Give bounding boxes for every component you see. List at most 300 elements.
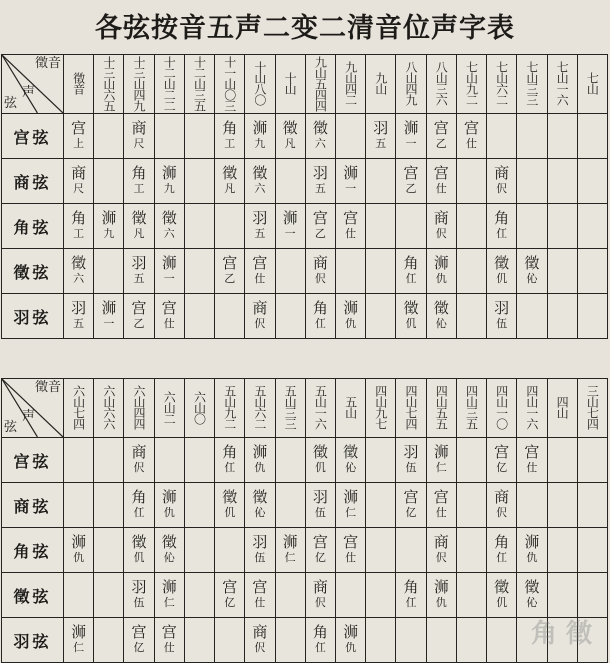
column-header [305, 379, 335, 438]
table-cell [366, 438, 396, 483]
note-name: 宫 [343, 533, 359, 551]
table-cell [275, 204, 305, 249]
column-header-text: 九山四二 [343, 61, 358, 105]
note-name: 浉 [252, 119, 268, 137]
note-char: 伬 [314, 596, 326, 609]
note-name: 浉 [161, 164, 177, 182]
watermark: 角 徵 [530, 619, 592, 649]
note-char: 仁 [435, 461, 447, 474]
table-cell [124, 114, 154, 159]
table-cell [366, 249, 396, 294]
corner-label-left: 弦 [4, 96, 18, 111]
note-char: 六 [254, 182, 266, 195]
table-cell [577, 438, 607, 483]
table-cell [426, 483, 456, 528]
note-name: 徵 [161, 209, 177, 227]
note-char: 仁 [345, 506, 357, 519]
note-name: 浉 [343, 164, 359, 182]
note-char: 仜 [224, 461, 236, 474]
note-char: 工 [133, 182, 145, 195]
note-char: 伈 [526, 272, 538, 285]
table-cell [184, 249, 214, 294]
table-row [2, 483, 608, 528]
table-cell [94, 573, 124, 618]
note-name: 徵 [222, 488, 238, 506]
note-name: 浉 [101, 299, 117, 317]
column-header-text: 七山九二 [464, 61, 479, 105]
note-char: 亿 [405, 506, 417, 519]
column-header [215, 379, 245, 438]
note-name: 羽 [71, 299, 87, 317]
note-name: 宫 [433, 488, 449, 506]
table-cell [124, 438, 154, 483]
table-row [2, 204, 608, 249]
table-row [2, 573, 608, 618]
note-char: 仉 [314, 461, 326, 474]
note-char: 伬 [133, 461, 145, 474]
column-header-text: 四山七四 [404, 385, 419, 429]
pitch-table-lower [1, 378, 608, 663]
table-cell [517, 438, 547, 483]
note-name: 宫 [131, 623, 147, 641]
note-char: 仇 [526, 551, 538, 564]
table-cell [215, 528, 245, 573]
note-char: 伬 [314, 272, 326, 285]
table-cell [396, 483, 426, 528]
table-cell [335, 573, 365, 618]
table-cell [305, 249, 335, 294]
corner-label-mid: 声 [22, 409, 36, 424]
note-char: 工 [224, 137, 236, 150]
note-char: 尺 [73, 182, 85, 195]
note-char: 五 [314, 182, 326, 195]
table-cell [456, 438, 486, 483]
note-char: 仉 [405, 317, 417, 330]
table-cell [215, 483, 245, 528]
table-cell [94, 249, 124, 294]
note-char: 仇 [435, 272, 447, 285]
table-cell [517, 114, 547, 159]
table-cell [94, 159, 124, 204]
row-label: 羽弦 [2, 294, 64, 339]
note-char: 乙 [314, 227, 326, 240]
note-name: 浉 [161, 254, 177, 272]
note-char: 仕 [465, 137, 477, 150]
column-header [487, 55, 517, 114]
column-header [245, 55, 275, 114]
note-name: 宫 [403, 164, 419, 182]
table-cell [547, 438, 577, 483]
note-name: 商 [494, 488, 510, 506]
column-header-text: 五山 [343, 396, 358, 418]
note-name: 羽 [131, 578, 147, 596]
note-char: 伬 [254, 641, 266, 654]
table-cell [184, 294, 214, 339]
note-name: 商 [312, 578, 328, 596]
table-cell [275, 573, 305, 618]
column-header [487, 379, 517, 438]
table-cell [305, 204, 335, 249]
note-name: 徵 [252, 164, 268, 182]
table-cell [305, 483, 335, 528]
table-cell [456, 204, 486, 249]
column-header-text: 七山 [585, 72, 600, 94]
note-char: 仉 [133, 551, 145, 564]
table-cell [456, 483, 486, 528]
table-cell [245, 249, 275, 294]
note-name: 徵 [252, 488, 268, 506]
table-cell [517, 204, 547, 249]
table-cell [487, 573, 517, 618]
pitch-table-upper [1, 54, 608, 339]
table-cell [547, 114, 577, 159]
note-char: 仉 [496, 272, 508, 285]
note-name: 宫 [403, 488, 419, 506]
note-char: 仇 [345, 317, 357, 330]
table-row [2, 294, 608, 339]
table-cell [396, 618, 426, 663]
table-cell [456, 114, 486, 159]
note-name: 徵 [524, 578, 540, 596]
table-cell [94, 483, 124, 528]
table-cell [94, 528, 124, 573]
note-char: 五 [254, 227, 266, 240]
table-cell [94, 438, 124, 483]
note-name: 浉 [433, 578, 449, 596]
note-name: 浉 [343, 488, 359, 506]
note-char: 仜 [496, 551, 508, 564]
column-header [517, 379, 547, 438]
note-char: 一 [345, 182, 357, 195]
column-header-text: 四山一六 [524, 385, 539, 429]
note-name: 羽 [312, 488, 328, 506]
table-cell [396, 438, 426, 483]
table-cell [245, 483, 275, 528]
table-row [2, 114, 608, 159]
table-cell [305, 294, 335, 339]
note-char: 亿 [496, 461, 508, 474]
note-char: 伍 [314, 506, 326, 519]
table-cell [577, 573, 607, 618]
column-header [366, 379, 396, 438]
column-header-text: 六山二 [162, 390, 177, 424]
note-name: 徵 [71, 254, 87, 272]
table-cell [124, 294, 154, 339]
column-header [275, 55, 305, 114]
note-name: 浉 [252, 443, 268, 461]
row-label: 徵弦 [2, 249, 64, 294]
note-char: 六 [73, 272, 85, 285]
note-char: 上 [73, 137, 85, 150]
table-cell [154, 249, 184, 294]
note-name: 徵 [161, 533, 177, 551]
table-cell [64, 438, 94, 483]
note-char: 仕 [345, 551, 357, 564]
table-row [2, 249, 608, 294]
note-char: 乙 [224, 272, 236, 285]
table-cell [245, 294, 275, 339]
table-cell [64, 294, 94, 339]
note-name: 徵 [282, 119, 298, 137]
table-cell [184, 618, 214, 663]
note-name: 角 [222, 119, 238, 137]
note-name: 宫 [131, 299, 147, 317]
note-char: 伈 [345, 461, 357, 474]
column-header-text: 十二山三五 [192, 55, 207, 111]
table-cell [577, 249, 607, 294]
note-char: 六 [163, 227, 175, 240]
note-char: 尺 [133, 137, 145, 150]
note-name: 角 [312, 623, 328, 641]
note-char: 仜 [314, 317, 326, 330]
note-char: 仕 [163, 317, 175, 330]
table-cell [154, 528, 184, 573]
table-cell [215, 294, 245, 339]
row-label: 角弦 [2, 204, 64, 249]
note-char: 凡 [133, 227, 145, 240]
table-cell [366, 618, 396, 663]
note-char: 伈 [254, 506, 266, 519]
note-char: 伍 [254, 551, 266, 564]
note-name: 宫 [161, 623, 177, 641]
note-name: 商 [131, 119, 147, 137]
table-cell [335, 438, 365, 483]
column-header [517, 55, 547, 114]
table-cell [245, 204, 275, 249]
table-cell [154, 573, 184, 618]
column-header [305, 55, 335, 114]
note-name: 宫 [312, 209, 328, 227]
table-cell [154, 438, 184, 483]
table-cell [426, 294, 456, 339]
note-char: 伬 [496, 506, 508, 519]
note-char: 仕 [254, 272, 266, 285]
table-cell [305, 114, 335, 159]
table-cell [305, 159, 335, 204]
note-name: 角 [222, 443, 238, 461]
note-name: 浉 [101, 209, 117, 227]
table-cell [184, 438, 214, 483]
table-cell [577, 159, 607, 204]
note-char: 仕 [345, 227, 357, 240]
column-header-text: 六山四四 [132, 385, 147, 429]
table-cell [64, 618, 94, 663]
table-cell [215, 573, 245, 618]
note-name: 徵 [403, 299, 419, 317]
note-name: 浉 [161, 488, 177, 506]
table-cell [154, 618, 184, 663]
row-label: 宫弦 [2, 114, 64, 159]
table-cell [124, 483, 154, 528]
row-label: 商弦 [2, 483, 64, 528]
column-header [245, 379, 275, 438]
column-header [215, 55, 245, 114]
column-header [426, 55, 456, 114]
table-cell [335, 483, 365, 528]
note-name: 商 [312, 254, 328, 272]
note-char: 九 [103, 227, 115, 240]
column-header [275, 379, 305, 438]
corner-label-left: 弦 [4, 420, 18, 435]
note-name: 浉 [403, 119, 419, 137]
table-cell [184, 114, 214, 159]
table-cell [547, 528, 577, 573]
table-cell [547, 294, 577, 339]
column-header-text: 三山七四 [585, 385, 600, 429]
note-name: 角 [71, 209, 87, 227]
note-name: 宫 [312, 533, 328, 551]
table-cell [396, 573, 426, 618]
note-name: 浉 [343, 623, 359, 641]
table-cell [64, 114, 94, 159]
column-header-text: 十山八〇 [252, 61, 267, 105]
row-label: 商弦 [2, 159, 64, 204]
column-header [547, 379, 577, 438]
note-name: 角 [312, 299, 328, 317]
note-name: 羽 [373, 119, 389, 137]
note-name: 羽 [403, 443, 419, 461]
note-name: 宫 [252, 254, 268, 272]
table-cell [456, 618, 486, 663]
table-cell [184, 204, 214, 249]
note-name: 徵 [131, 209, 147, 227]
table-cell [577, 204, 607, 249]
note-name: 徵 [524, 254, 540, 272]
note-char: 一 [163, 272, 175, 285]
table-cell [366, 528, 396, 573]
note-name: 宫 [433, 164, 449, 182]
table-cell [335, 528, 365, 573]
note-char: 亿 [133, 641, 145, 654]
note-char: 伍 [133, 596, 145, 609]
note-char: 仇 [345, 641, 357, 654]
note-char: 伬 [254, 317, 266, 330]
table-cell [487, 114, 517, 159]
table-cell [124, 159, 154, 204]
note-char: 仁 [73, 641, 85, 654]
table-cell [366, 483, 396, 528]
corner-label-top: 徵音 [34, 56, 61, 71]
note-char: 仇 [435, 596, 447, 609]
table-cell [366, 573, 396, 618]
column-header-text: 五山一六 [313, 385, 328, 429]
note-name: 角 [131, 164, 147, 182]
note-name: 徵 [494, 578, 510, 596]
table-cell [64, 204, 94, 249]
corner-label-top: 徵音 [34, 380, 61, 395]
note-char: 仕 [163, 641, 175, 654]
column-header-text: 八山四九 [404, 61, 419, 105]
note-char: 五 [73, 317, 85, 330]
column-header [396, 379, 426, 438]
column-header-text: 六山七四 [71, 385, 86, 429]
table-row [2, 528, 608, 573]
note-char: 伍 [496, 317, 508, 330]
column-header-text: 八山三六 [434, 61, 449, 105]
table-cell [184, 159, 214, 204]
table-cell [275, 438, 305, 483]
note-name: 商 [71, 164, 87, 182]
note-name: 角 [131, 488, 147, 506]
header-row [2, 55, 608, 114]
note-char: 伈 [163, 551, 175, 564]
table-cell [124, 573, 154, 618]
table-cell [245, 528, 275, 573]
note-char: 五 [375, 137, 387, 150]
column-header-text: 七山一六 [555, 61, 570, 105]
table-cell [275, 483, 305, 528]
table-cell [245, 159, 275, 204]
column-header [64, 379, 94, 438]
table-cell [215, 159, 245, 204]
column-header-text: 十三山六五 [101, 55, 116, 111]
table-cell [547, 204, 577, 249]
note-char: 六 [314, 137, 326, 150]
note-name: 宫 [222, 254, 238, 272]
note-name: 宫 [252, 578, 268, 596]
note-char: 仜 [133, 506, 145, 519]
corner-cell [2, 55, 64, 114]
note-name: 宫 [222, 578, 238, 596]
note-name: 徵 [343, 443, 359, 461]
table-cell [275, 618, 305, 663]
note-name: 浉 [71, 533, 87, 551]
note-name: 宫 [71, 119, 87, 137]
note-char: 仕 [435, 506, 447, 519]
note-char: 五 [133, 272, 145, 285]
table-cell [366, 204, 396, 249]
table-cell [577, 114, 607, 159]
note-char: 仕 [435, 182, 447, 195]
table-cell [487, 528, 517, 573]
table-cell [426, 159, 456, 204]
table-cell [335, 294, 365, 339]
note-name: 商 [131, 443, 147, 461]
table-cell [64, 159, 94, 204]
note-name: 徵 [131, 533, 147, 551]
note-name: 徵 [433, 299, 449, 317]
note-char: 仁 [284, 551, 296, 564]
table-cell [275, 528, 305, 573]
row-label: 角弦 [2, 528, 64, 573]
table-cell [426, 114, 456, 159]
note-char: 凡 [224, 182, 236, 195]
note-char: 仉 [224, 506, 236, 519]
note-char: 仕 [526, 461, 538, 474]
column-header-text: 徵音 [71, 72, 86, 94]
table-cell [335, 114, 365, 159]
note-char: 仜 [496, 227, 508, 240]
table-cell [456, 249, 486, 294]
note-name: 宫 [161, 299, 177, 317]
column-header [154, 55, 184, 114]
table-cell [305, 438, 335, 483]
table-cell [426, 573, 456, 618]
table-cell [396, 114, 426, 159]
column-header [577, 379, 607, 438]
column-header-text: 六山〇 [192, 390, 207, 424]
table-cell [94, 114, 124, 159]
table-cell [426, 438, 456, 483]
note-name: 羽 [252, 533, 268, 551]
note-name: 徵 [312, 443, 328, 461]
note-name: 浉 [524, 533, 540, 551]
table-cell [487, 294, 517, 339]
column-header-text: 四山 [555, 396, 570, 418]
column-header [335, 55, 365, 114]
table-cell [547, 159, 577, 204]
column-header-text: 四山一〇 [494, 385, 509, 429]
